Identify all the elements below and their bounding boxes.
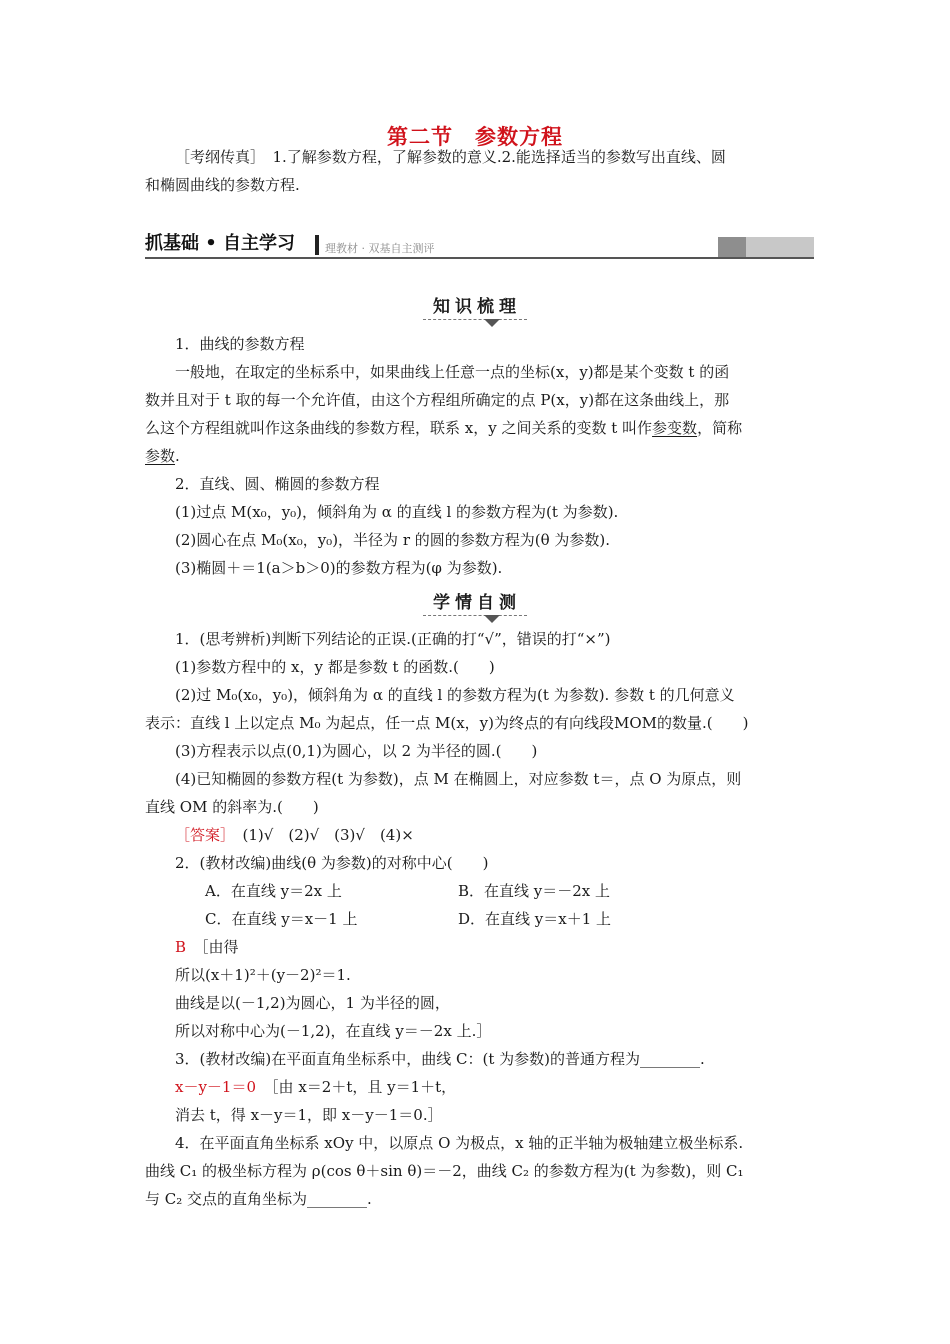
banner-rule — [145, 257, 814, 259]
question: 4．在平面直角坐标系 xOy 中，以原点 O 为极点，x 轴的正半轴为极轴建立极坐标系. — [175, 1134, 744, 1152]
choice-row — [145, 905, 810, 933]
question-line: 曲线 C₁ 的极坐标方程为 ρ(cos θ＋sin θ)＝－2，曲线 C₂ 的参数方程为(t 为参数)，则 C₁ — [145, 1162, 744, 1180]
text-run: 么这个方程组就叫作这条曲线的参数方程，联系 x，y 之间关系的变数 t 叫作 — [145, 419, 653, 437]
underlined-term: 参变数 — [652, 419, 698, 437]
paragraph: 一般地，在取定的坐标系中，如果曲线上任意一点的坐标(x，y)都是某个变数 t 的函 — [175, 363, 730, 381]
heading-triangle-icon — [484, 319, 500, 327]
paragraph — [145, 414, 810, 442]
answer-text: (1)√ (2)√ (3)√ (4)× — [242, 826, 414, 844]
question-item: (1)参数方程中的 x，y 都是参数 t 的函数.( ) — [175, 658, 495, 676]
choice-b: B．在直线 y＝－2x 上 — [458, 882, 611, 900]
section-title: 第二节 参数方程 — [387, 125, 563, 149]
paragraph: 2．直线、圆、椭圆的参数方程 — [175, 475, 380, 493]
question-item: (3)方程表示以点(0,1)为圆心，以 2 为半径的圆.( ) — [175, 742, 538, 760]
answer-label: B — [175, 938, 187, 956]
paragraph: (1)过点 M(x₀，y₀)，倾斜角为 α 的直线 l 的参数方程为(t 为参数). — [175, 503, 619, 521]
banner-title: 抓基础 • 自主学习 — [145, 233, 296, 254]
syllabus-line: ［考纲传真］ 1.了解参数方程，了解参数的意义.2.能选择适当的参数写出直线、圆 — [175, 148, 726, 166]
paragraph: 数并且对于 t 取的每一个允许值，由这个方程组所确定的点 P(x，y)都在这条曲线上，那 — [145, 391, 730, 409]
knowledge-content — [145, 330, 810, 582]
knowledge-heading — [0, 292, 950, 320]
syllabus — [145, 143, 810, 199]
answer-label: x－y－1＝0 — [175, 1078, 257, 1096]
choice-c: C．在直线 y＝x－1 上 — [205, 910, 358, 928]
answer-text: ［由 x＝2＋t，且 y＝1＋t， — [271, 1078, 457, 1096]
answer-line: 消去 t，得 x－y＝1，即 x－y－1＝0.］ — [175, 1106, 443, 1124]
choice-row — [145, 877, 810, 905]
paragraph: (3)椭圆＋＝1(a＞b＞0)的参数方程为(φ 为参数). — [175, 559, 503, 577]
answer — [145, 933, 810, 961]
answer — [145, 821, 810, 849]
underlined-term: 参数 — [145, 447, 176, 465]
question-item: (4)已知椭圆的参数方程(t 为参数)，点 M 在椭圆上，对应参数 t＝，点 O 为原点，则 — [175, 770, 742, 788]
self-test-heading-text: 学情自测 — [423, 588, 527, 616]
answer-label: ［答案］ — [175, 826, 228, 844]
paragraph: 1．曲线的参数方程 — [175, 335, 305, 353]
banner-decoration — [718, 237, 746, 257]
question: 3．(教材改编)在平面直角坐标系中，曲线 C：(t 为参数)的普通方程为________. — [175, 1050, 705, 1068]
question: 2．(教材改编)曲线(θ 为参数)的对称中心( ) — [175, 854, 489, 872]
banner-divider — [315, 235, 319, 255]
banner-decoration — [746, 237, 814, 257]
choice-d: D．在直线 y＝x＋1 上 — [458, 910, 612, 928]
text-run: ，简称 — [697, 419, 743, 437]
answer-line: 所以(x＋1)²＋(y－2)²＝1. — [175, 966, 351, 984]
self-test-heading — [0, 588, 950, 616]
paragraph — [145, 442, 810, 470]
choice-a: A．在直线 y＝2x 上 — [205, 882, 342, 900]
answer-line: 所以对称中心为(－1,2)，在直线 y＝－2x 上.］ — [175, 1022, 492, 1040]
question-item: 表示：直线 l 上以定点 M₀ 为起点，任一点 M(x，y)为终点的有向线段MOM的数量.( ) — [145, 714, 749, 732]
section-banner — [145, 233, 814, 259]
knowledge-heading-text: 知识梳理 — [423, 292, 527, 320]
syllabus-line: 和椭圆曲线的参数方程. — [145, 176, 300, 194]
question-line: 与 C₂ 交点的直角坐标为________. — [145, 1190, 372, 1208]
answer — [145, 1073, 810, 1101]
paragraph: (2)圆心在点 M₀(x₀，y₀)，半径为 r 的圆的参数方程为(θ 为参数). — [175, 531, 611, 549]
text-run: . — [175, 447, 180, 465]
heading-triangle-icon — [484, 615, 500, 623]
answer-text: ［由得 — [201, 938, 239, 956]
question-item: (2)过 M₀(x₀，y₀)，倾斜角为 α 的直线 l 的参数方程为(t 为参数). 参数 t 的几何意义 — [175, 686, 735, 704]
self-test-content — [145, 625, 810, 1213]
answer-line: 曲线是以(－1,2)为圆心，1 为半径的圆， — [175, 994, 450, 1012]
banner-subtitle: 理教材 · 双基自主测评 — [325, 242, 435, 255]
question: 1．(思考辨析)判断下列结论的正误.(正确的打“√”，错误的打“×”) — [175, 630, 611, 648]
question-item: 直线 OM 的斜率为.( ) — [145, 798, 319, 816]
